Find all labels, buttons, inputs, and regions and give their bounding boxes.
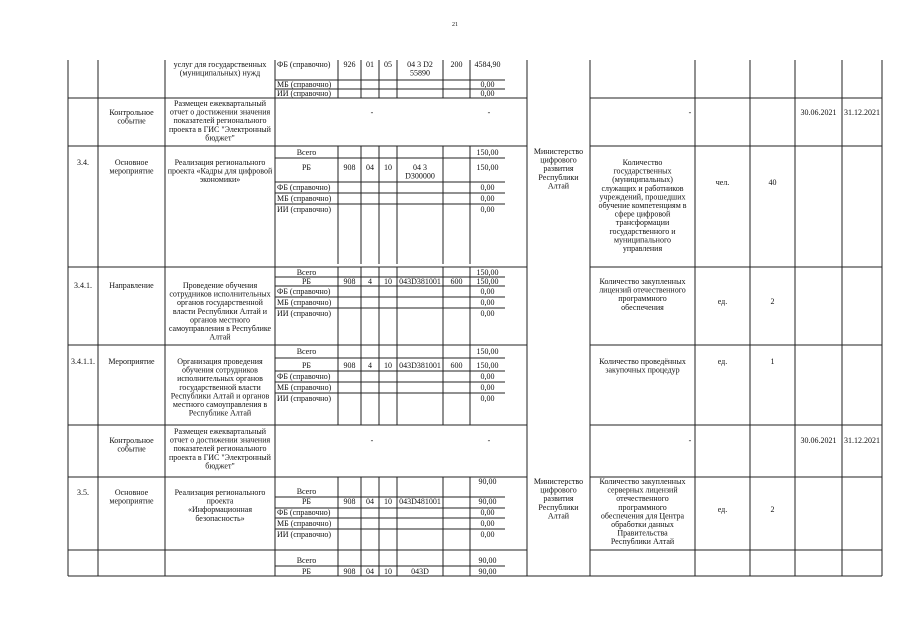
date-end: 31.12.2021 [844, 436, 880, 445]
amount: 150,00 [476, 361, 499, 370]
executor: Алтай [547, 511, 570, 521]
event-name: обучения сотрудников [182, 365, 258, 375]
event-name: Организация проведения [177, 357, 263, 366]
funding-source: МБ (справочно) [277, 194, 332, 203]
indicator: обработки данных [611, 520, 674, 529]
event-name: самоуправления в Республике [168, 324, 272, 333]
indicator: серверных лицензий [607, 485, 678, 495]
amount: 0,00 [480, 80, 495, 89]
amount: 150,00 [476, 148, 499, 157]
indicator: обучение компетенциям в [598, 201, 687, 210]
funding-source: ИИ (справочно) [277, 205, 332, 214]
amount: 0,00 [480, 287, 495, 296]
event-name: (муниципальных) нужд [179, 68, 261, 78]
code-grbs: 908 [343, 163, 356, 172]
indicator-value: 1 [770, 357, 775, 366]
indicator: трансформации [615, 218, 670, 228]
funding-source: ФБ (справочно) [277, 60, 331, 69]
code-expense-type: 600 [450, 361, 463, 370]
funding-source: ИИ (справочно) [277, 89, 332, 98]
amount: 0,00 [480, 383, 495, 392]
event-type: событие [117, 444, 146, 454]
indicator: Количество [622, 158, 663, 167]
indicator: сфере цифровой [614, 209, 671, 219]
code-grbs: 908 [343, 497, 356, 506]
indicator: программного [618, 294, 667, 304]
indicator: обеспечения [621, 302, 664, 312]
indicator: обеспечения для Центра [600, 511, 685, 521]
unit: ед. [717, 505, 728, 514]
event-type: Основное [114, 488, 149, 497]
event-name: проекта [206, 496, 234, 506]
amount: 4584,90 [474, 60, 501, 69]
event-name: Размещен ежеквартальный [174, 427, 266, 436]
code-grbs: 908 [343, 277, 356, 286]
indicator: отечественного [616, 494, 669, 504]
event-name: местного самоуправления в [172, 400, 268, 409]
funding-source: МБ (справочно) [277, 383, 332, 392]
event-name: услуг для государственных [173, 60, 267, 69]
indicator: государственного и [609, 226, 676, 236]
event-name: Размещен ежеквартальный [174, 99, 266, 108]
indicator: закупочных процедур [605, 365, 680, 375]
indicator: муниципального [613, 235, 672, 245]
code-section: 4 [368, 277, 372, 286]
funding-source: ФБ (справочно) [277, 287, 331, 296]
indicator: лицензий отечественного [599, 285, 686, 295]
indicator: Правительства [617, 528, 668, 538]
amount: 0,00 [480, 298, 495, 307]
code-expense-type: 200 [450, 60, 463, 69]
code-subsection: 10 [384, 163, 392, 172]
event-name: бюджет" [205, 461, 235, 471]
event-name: экономики» [199, 175, 241, 185]
date-start: 30.06.2021 [800, 436, 837, 445]
indicator: Республики Алтай [610, 537, 675, 547]
event-name: Республики Алтай и органов [170, 391, 270, 401]
indicator: управления [622, 244, 663, 253]
event-name: органов местного [189, 315, 251, 325]
code-subsection: 05 [384, 60, 392, 69]
amount: 90,00 [478, 567, 497, 576]
event-type: Контрольное [109, 108, 154, 117]
event-name: сотрудников исполнительных [169, 289, 271, 299]
amount: 0,00 [480, 194, 495, 203]
table-text [71, 60, 880, 576]
event-name: «Информационная [187, 505, 253, 515]
code-subsection: 10 [384, 277, 392, 286]
executor: цифрового [540, 155, 577, 165]
funding-source: РБ [301, 567, 312, 576]
dash: - [487, 108, 491, 117]
indicator: Количество закупленных [599, 477, 686, 486]
funding-source: РБ [301, 497, 312, 506]
executor: Республики [538, 502, 579, 512]
unit: чел. [715, 178, 730, 187]
executor: цифрового [540, 485, 577, 495]
code-target-item: 043D381001 [399, 361, 441, 370]
page-number: 21 [452, 22, 458, 28]
code-grbs: 926 [343, 60, 356, 69]
amount: 0,00 [480, 508, 495, 517]
amount: 0,00 [480, 394, 495, 403]
funding-source: ФБ (справочно) [277, 508, 331, 517]
code-subsection: 10 [384, 497, 392, 506]
item-number: 3.4.1. [74, 281, 92, 290]
event-name: власти Республики Алтай и [172, 306, 268, 316]
amount: 150,00 [476, 163, 499, 172]
funding-source: Всего [296, 148, 317, 157]
amount: 90,00 [478, 556, 497, 565]
item-number: 3.4.1.1. [71, 357, 95, 366]
event-type: событие [117, 116, 146, 126]
amount: 0,00 [480, 372, 495, 381]
code-section: 4 [368, 361, 372, 370]
amount: 0,00 [480, 309, 495, 318]
executor: Министерство [533, 147, 584, 156]
event-name: Проведение обучения [182, 281, 258, 290]
code-target-item: 043D481001 [399, 497, 441, 506]
indicator: Количество проведённых [599, 357, 686, 366]
code-section: 01 [366, 60, 374, 69]
code-grbs: 908 [343, 567, 356, 576]
amount: 0,00 [480, 519, 495, 528]
event-name: показателей регионального [173, 116, 267, 126]
amount: 90,00 [478, 477, 497, 486]
event-name: Реализация регионального [174, 488, 266, 497]
code-section: 04 [366, 163, 374, 172]
funding-source: Всего [296, 347, 317, 356]
code-target-item: 043D381001 [399, 277, 441, 286]
dash: - [370, 436, 374, 445]
event-name: органов государственной [177, 298, 263, 308]
event-name: показателей регионального [173, 444, 267, 454]
code-section: 04 [366, 497, 374, 506]
event-type: Направление [109, 281, 154, 290]
item-number: 3.4. [77, 158, 89, 167]
event-name: Реализация регионального [174, 158, 266, 167]
event-type: мероприятие [109, 496, 154, 506]
indicator-value: 2 [770, 505, 775, 514]
indicator: (муниципальных) [612, 175, 673, 185]
executor: Министерство [533, 477, 584, 486]
indicator: программного [618, 502, 667, 512]
executor: Алтай [547, 181, 570, 191]
funding-source: МБ (справочно) [277, 519, 332, 528]
indicator-value: 2 [770, 297, 775, 306]
funding-source: РБ [301, 277, 312, 286]
funding-source: ФБ (справочно) [277, 183, 331, 192]
item-number: 3.5. [77, 488, 89, 497]
indicator: служащих и работников [601, 183, 684, 193]
funding-source: РБ [301, 163, 312, 172]
executor: развития [543, 164, 574, 174]
indicator: учреждений, прошедших [599, 192, 686, 202]
date-end: 31.12.2021 [844, 108, 880, 117]
indicator: государственных [613, 166, 672, 176]
amount: 0,00 [480, 89, 495, 98]
event-name: проекта в ГИС "Электронный [169, 124, 271, 134]
amount: 150,00 [476, 347, 499, 356]
funding-source: ФБ (справочно) [277, 372, 331, 381]
code-grbs: 908 [343, 361, 356, 370]
executor: Республики [538, 172, 579, 182]
funding-source: Всего [296, 556, 317, 565]
code-target-item: 04 3 [413, 163, 427, 172]
code-subsection: 10 [384, 567, 392, 576]
event-name: государственной власти [179, 382, 261, 392]
code-target-item: 55890 [410, 68, 430, 78]
executor: развития [543, 494, 574, 504]
amount: 0,00 [480, 530, 495, 539]
event-name: проекта в ГИС "Электронный [169, 452, 271, 462]
amount: 90,00 [478, 497, 497, 506]
unit: ед. [717, 297, 728, 306]
event-type: мероприятие [109, 166, 154, 176]
code-section: 04 [366, 567, 374, 576]
event-name: исполнительных органов [177, 374, 263, 384]
unit: ед. [717, 357, 728, 366]
funding-source: Всего [296, 487, 317, 496]
dash: - [688, 436, 692, 445]
event-name: Алтай [209, 332, 231, 342]
indicator-value: 40 [768, 178, 777, 187]
event-type: Контрольное [109, 436, 154, 445]
amount: 150,00 [476, 277, 499, 286]
event-name: проекта «Кадры для цифровой [167, 166, 273, 176]
date-start: 30.06.2021 [800, 108, 837, 117]
amount: 0,00 [480, 183, 495, 192]
funding-source: Всего [296, 268, 317, 277]
funding-source: ИИ (справочно) [277, 309, 332, 318]
funding-source: РБ [301, 361, 312, 370]
funding-source: МБ (справочно) [277, 298, 332, 307]
event-name: Республике Алтай [188, 408, 252, 418]
dash: - [487, 436, 491, 445]
amount: 150,00 [476, 268, 499, 277]
funding-source: ИИ (справочно) [277, 530, 332, 539]
dash: - [688, 108, 692, 117]
funding-source: ИИ (справочно) [277, 394, 332, 403]
code-target-item: D300000 [405, 171, 435, 181]
event-type: Основное [114, 158, 149, 167]
dash: - [370, 108, 374, 117]
code-subsection: 10 [384, 361, 392, 370]
event-name: отчет о достижении значения [169, 435, 271, 445]
code-expense-type: 600 [450, 277, 463, 286]
indicator: Количество закупленных [599, 277, 686, 286]
event-type: Мероприятие [108, 357, 155, 366]
code-target-item: 04 3 D2 [407, 60, 433, 69]
amount: 0,00 [480, 205, 495, 214]
funding-source: МБ (справочно) [277, 80, 332, 89]
event-name: отчет о достижении значения [169, 107, 271, 117]
event-name: безопасность» [195, 513, 245, 523]
code-target-item: 043D [411, 567, 429, 576]
event-name: бюджет" [205, 133, 235, 143]
